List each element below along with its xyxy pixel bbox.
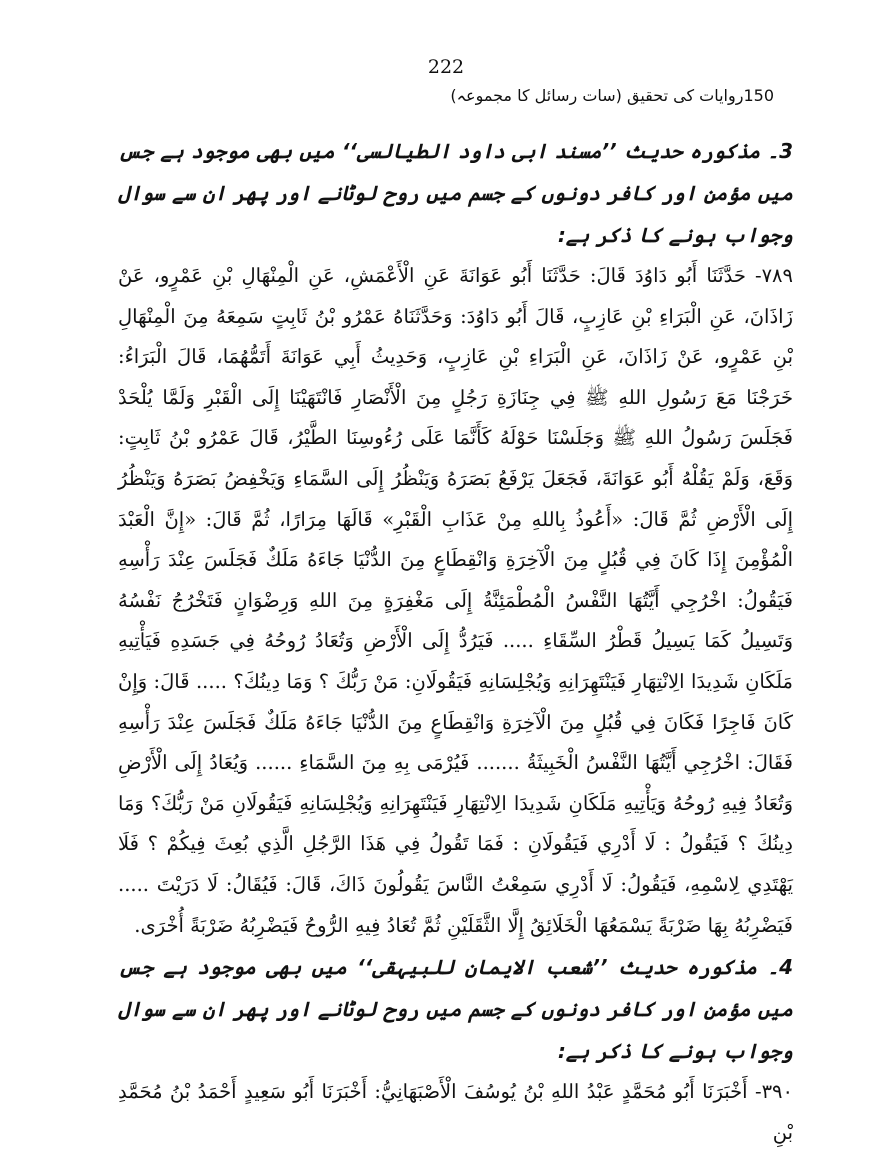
hadith-text-789: ٧٨٩- حَدَّثَنَا أَبُو دَاوُدَ قَالَ: حَدَّثَنَا أَبُو عَوَانَةَ عَنِ الْأَعْمَشِ، عَنِ الْمِنْهَالِ بْنِ عَمْرٍو، عَنْ زَاذَانَ، عَنِ الْبَرَاءِ بْنِ عَازِبٍ، قَالَ أَبُو دَاوُدَ: وَحَدَّثَنَاهُ عَمْرُو بْنُ ثَابِتٍ سَمِعَهُ مِنَ الْمِنْهَالِ بْنِ عَمْرٍو، عَنْ زَاذَانَ، عَنِ الْبَرَاءِ بْنِ عَازِبٍ، وَحَدِيثُ أَبِي عَوَانَةَ أَتَمُّهُمَا، قَالَ الْبَرَاءُ: خَرَجْنَا مَعَ رَسُولِ اللهِ ﷺ فِي جِنَازَةِ رَجُلٍ مِنَ الْأَنْصَارِ فَانْتَهَيْنَا إِلَى الْقَبْرِ وَلَمَّا يُلْحَدْ فَجَلَسَ رَسُولُ اللهِ ﷺ وَجَلَسْنَا حَوْلَهُ كَأَنَّمَا عَلَى رُءُوسِنَا الطَّيْرُ، قَالَ عَمْرُو بْنُ ثَابِتٍ: وَقَعَ، وَلَمْ يَقُلْهُ أَبُو عَوَانَةَ، فَجَعَلَ يَرْفَعُ بَصَرَهُ وَيَنْظُرُ إِلَى السَّمَاءِ وَيَخْفِضُ بَصَرَهُ وَيَنْظُرُ إِلَى الْأَرْضِ ثُمَّ قَالَ: «أَعُوذُ بِاللهِ مِنْ عَذَابِ الْقَبْرِ» قَالَهَا مِرَارًا، ثُمَّ قَالَ: «إِنَّ الْعَبْدَ الْمُؤْمِنَ إِذَا كَانَ فِي قُبُلٍ مِنَ الْآخِرَةِ وَانْقِطَاعٍ مِنَ الدُّنْيَا جَاءَهُ مَلَكٌ فَجَلَسَ عِنْدَ رَأْسِهِ فَيَقُولُ: اخْرُجِي أَيَّتُهَا النَّفْسُ الْمُطْمَئِنَّةُ إِلَى مَغْفِرَةٍ مِنَ اللهِ وَرِضْوَانٍ فَتَخْرُجُ نَفْسُهُ وَتَسِيلُ كَمَا يَسِيلُ قَطْرُ السِّقَاءِ ..... فَيَرُدُّ إِلَى الْأَرْضِ وَتُعَادُ رُوحُهُ فِي جَسَدِهِ فَيَأْتِيهِ مَلَكَانِ شَدِيدَا الِانْتِهَارِ فَيَنْتَهِرَانِهِ وَيُجْلِسَانِهِ فَيَقُولَانِ: مَنْ رَبُّكَ ؟ وَمَا دِينُكَ؟ ..... قَالَ: وَإِنْ كَانَ فَاجِرًا فَكَانَ فِي قُبُلٍ مِنَ الْآخِرَةِ وَانْقِطَاعٍ مِنَ الدُّنْيَا جَاءَهُ مَلَكٌ فَجَلَسَ عِنْدَ رَأْسِهِ فَقَالَ: اخْرُجِي أَيَّتُهَا النَّفْسُ الْخَبِيثَةُ ....... فَيُرْمَى بِهِ مِنَ السَّمَاءِ ...... وَيُعَادُ إِلَى الْأَرْضِ وَتُعَادُ فِيهِ رُوحُهُ وَيَأْتِيهِ مَلَكَانِ شَدِيدَا الِانْتِهَارِ فَيَنْتَهِرَانِهِ وَيُجْلِسَانِهِ فَيَقُولَانِ مَنْ رَبُّكَ؟ وَمَا دِينُكَ ؟ فَيَقُولُ : لَا أَدْرِي فَيَقُولَانِ : فَمَا تَقُولُ فِي هَذَا الرَّجُلِ الَّذِي بُعِثَ فِيكُمْ ؟ فَلَا يَهْتَدِي لِاسْمِهِ، فَيَقُولُ: لَا أَدْرِي سَمِعْتُ النَّاسَ يَقُولُونَ ذَاكَ، قَالَ: فَيُقَالُ: لَا دَرَيْتَ ..... فَيَضْرِبُهُ بِهَا ضَرْبَةً يَسْمَعُهَا الْخَلَائِقُ إِلَّا الثَّقَلَيْنِ ثُمَّ تُعَادُ فِيهِ الرُّوحُ فَيَضْرِبُهُ ضَرْبَةً أُخْرَى. bbox=[118, 264, 793, 937]
hadith-text-390: ٣٩٠- أَخْبَرَنَا أَبُو مُحَمَّدٍ عَبْدُ اللهِ بْنُ يُوسُفَ الْأَصْبَهَانِيُّ: أَخْبَرَنَا أَبُو سَعِيدٍ أَحْمَدُ بْنُ مُحَمَّدِ بْنِ bbox=[118, 1080, 793, 1144]
page-number: 222 bbox=[427, 56, 465, 78]
running-header: 150روایات کی تحقیق (سات رسائل کا مجموعہ) bbox=[450, 86, 774, 105]
section-heading-4: 4۔ مذکورہ حدیث ’’شعب الایمان للبیہقی‘‘ میں بھی موجود ہے جس میں مؤمن اور کافر دونوں کے جسم میں روح لوٹانے اور پھر ان سے سوال وجواب ہونے کا ذکر ہے: bbox=[118, 955, 793, 1064]
page-body bbox=[118, 130, 793, 1153]
section-heading-3: 3۔ مذکورہ حدیث ’’مسند ابی داود الطیالسی‘‘ میں بھی موجود ہے جس میں مؤمن اور کافر دونوں کے جسم میں روح لوٹانے اور پھر ان سے سوال وجواب ہونے کا ذکر ہے: bbox=[118, 139, 793, 247]
